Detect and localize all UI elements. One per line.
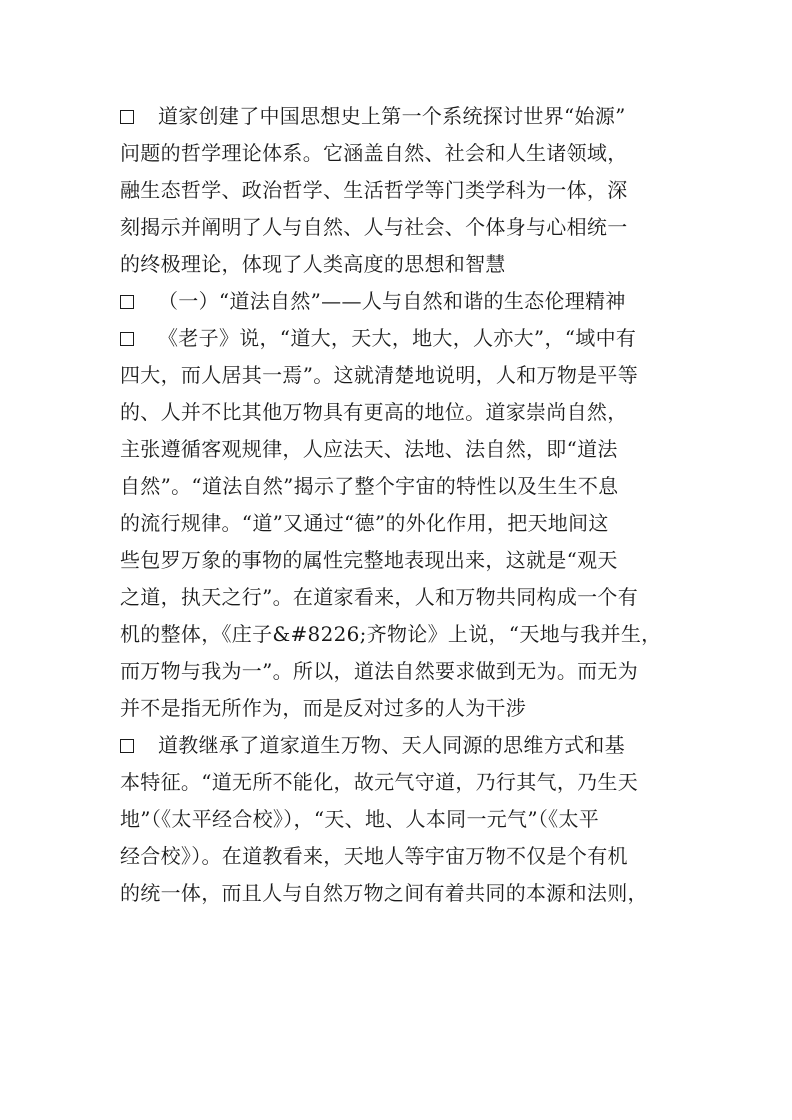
text-line-content: 道教继承了道家道生万物、天人同源的思维方式和基 (158, 733, 625, 757)
checkbox-bullet-icon (120, 295, 134, 309)
checkbox-bullet-icon (120, 739, 134, 753)
document-body (120, 98, 665, 912)
text-line-content: 道家创建了中国思想史上第一个系统探讨世界“始源” (158, 104, 626, 128)
text-line: 经合校》）。在道教看来，天地人等宇宙万物不仅是个有机 (120, 844, 628, 868)
paragraph-daojiao (120, 727, 665, 912)
checkbox-bullet-icon (120, 110, 134, 124)
paragraph-laozi (120, 320, 665, 727)
paragraph-daojia-intro (120, 98, 665, 283)
section-heading-text: （一）“道法自然”——人与自然和谐的生态伦理精神 (158, 289, 626, 313)
text-line-content: 《老子》说，“道大，天大，地大，人亦大”，“域中有 (158, 326, 637, 350)
text-line: 而万物与我为一”。所以，道法自然要求做到无为。而无为 (120, 659, 639, 683)
text-line: 本特征。“道无所不能化，故元气守道，乃行其气，乃生天 (120, 770, 639, 794)
text-line: 的、人并不比其他万物具有更高的地位。道家崇尚自然， (120, 400, 628, 424)
text-line: 融生态哲学、政治哲学、生活哲学等门类学科为一体，深 (120, 178, 628, 202)
text-line: 地”（《太平经合校》），“天、地、人本同一元气”（《太平 (120, 807, 600, 831)
text-line: 问题的哲学理论体系。它涵盖自然、社会和人生诸领域， (120, 141, 628, 165)
text-line: 刻揭示并阐明了人与自然、人与社会、个体身与心相统一 (120, 215, 628, 239)
section-heading (120, 283, 665, 320)
text-line: 并不是指无所作为，而是反对过多的人为干涉 (120, 696, 526, 720)
text-line (120, 320, 665, 357)
checkbox-bullet-icon (120, 332, 134, 346)
text-line (120, 283, 665, 320)
text-line: 自然”。“道法自然”揭示了整个宇宙的特性以及生生不息 (120, 474, 619, 498)
text-line: 的流行规律。“道”又通过“德”的外化作用，把天地间这 (120, 511, 609, 535)
text-line: 些包罗万象的事物的属性完整地表现出来，这就是“观天 (120, 548, 618, 572)
text-line: 的终极理论，体现了人类高度的思想和智慧 (120, 252, 506, 276)
text-line (120, 727, 665, 764)
text-line (120, 98, 665, 135)
text-line: 之道，执天之行”。在道家看来，人和万物共同构成一个有 (120, 585, 639, 609)
text-line: 四大，而人居其一焉”。这就清楚地说明，人和万物是平等 (120, 363, 639, 387)
text-line: 主张遵循客观规律，人应法天、法地、法自然，即“道法 (120, 437, 618, 461)
text-line: 的统一体，而且人与自然万物之间有着共同的本源和法则， (120, 881, 648, 905)
text-line: 机的整体，《庄子&#8226;齐物论》上说，“天地与我并生， (120, 622, 662, 646)
